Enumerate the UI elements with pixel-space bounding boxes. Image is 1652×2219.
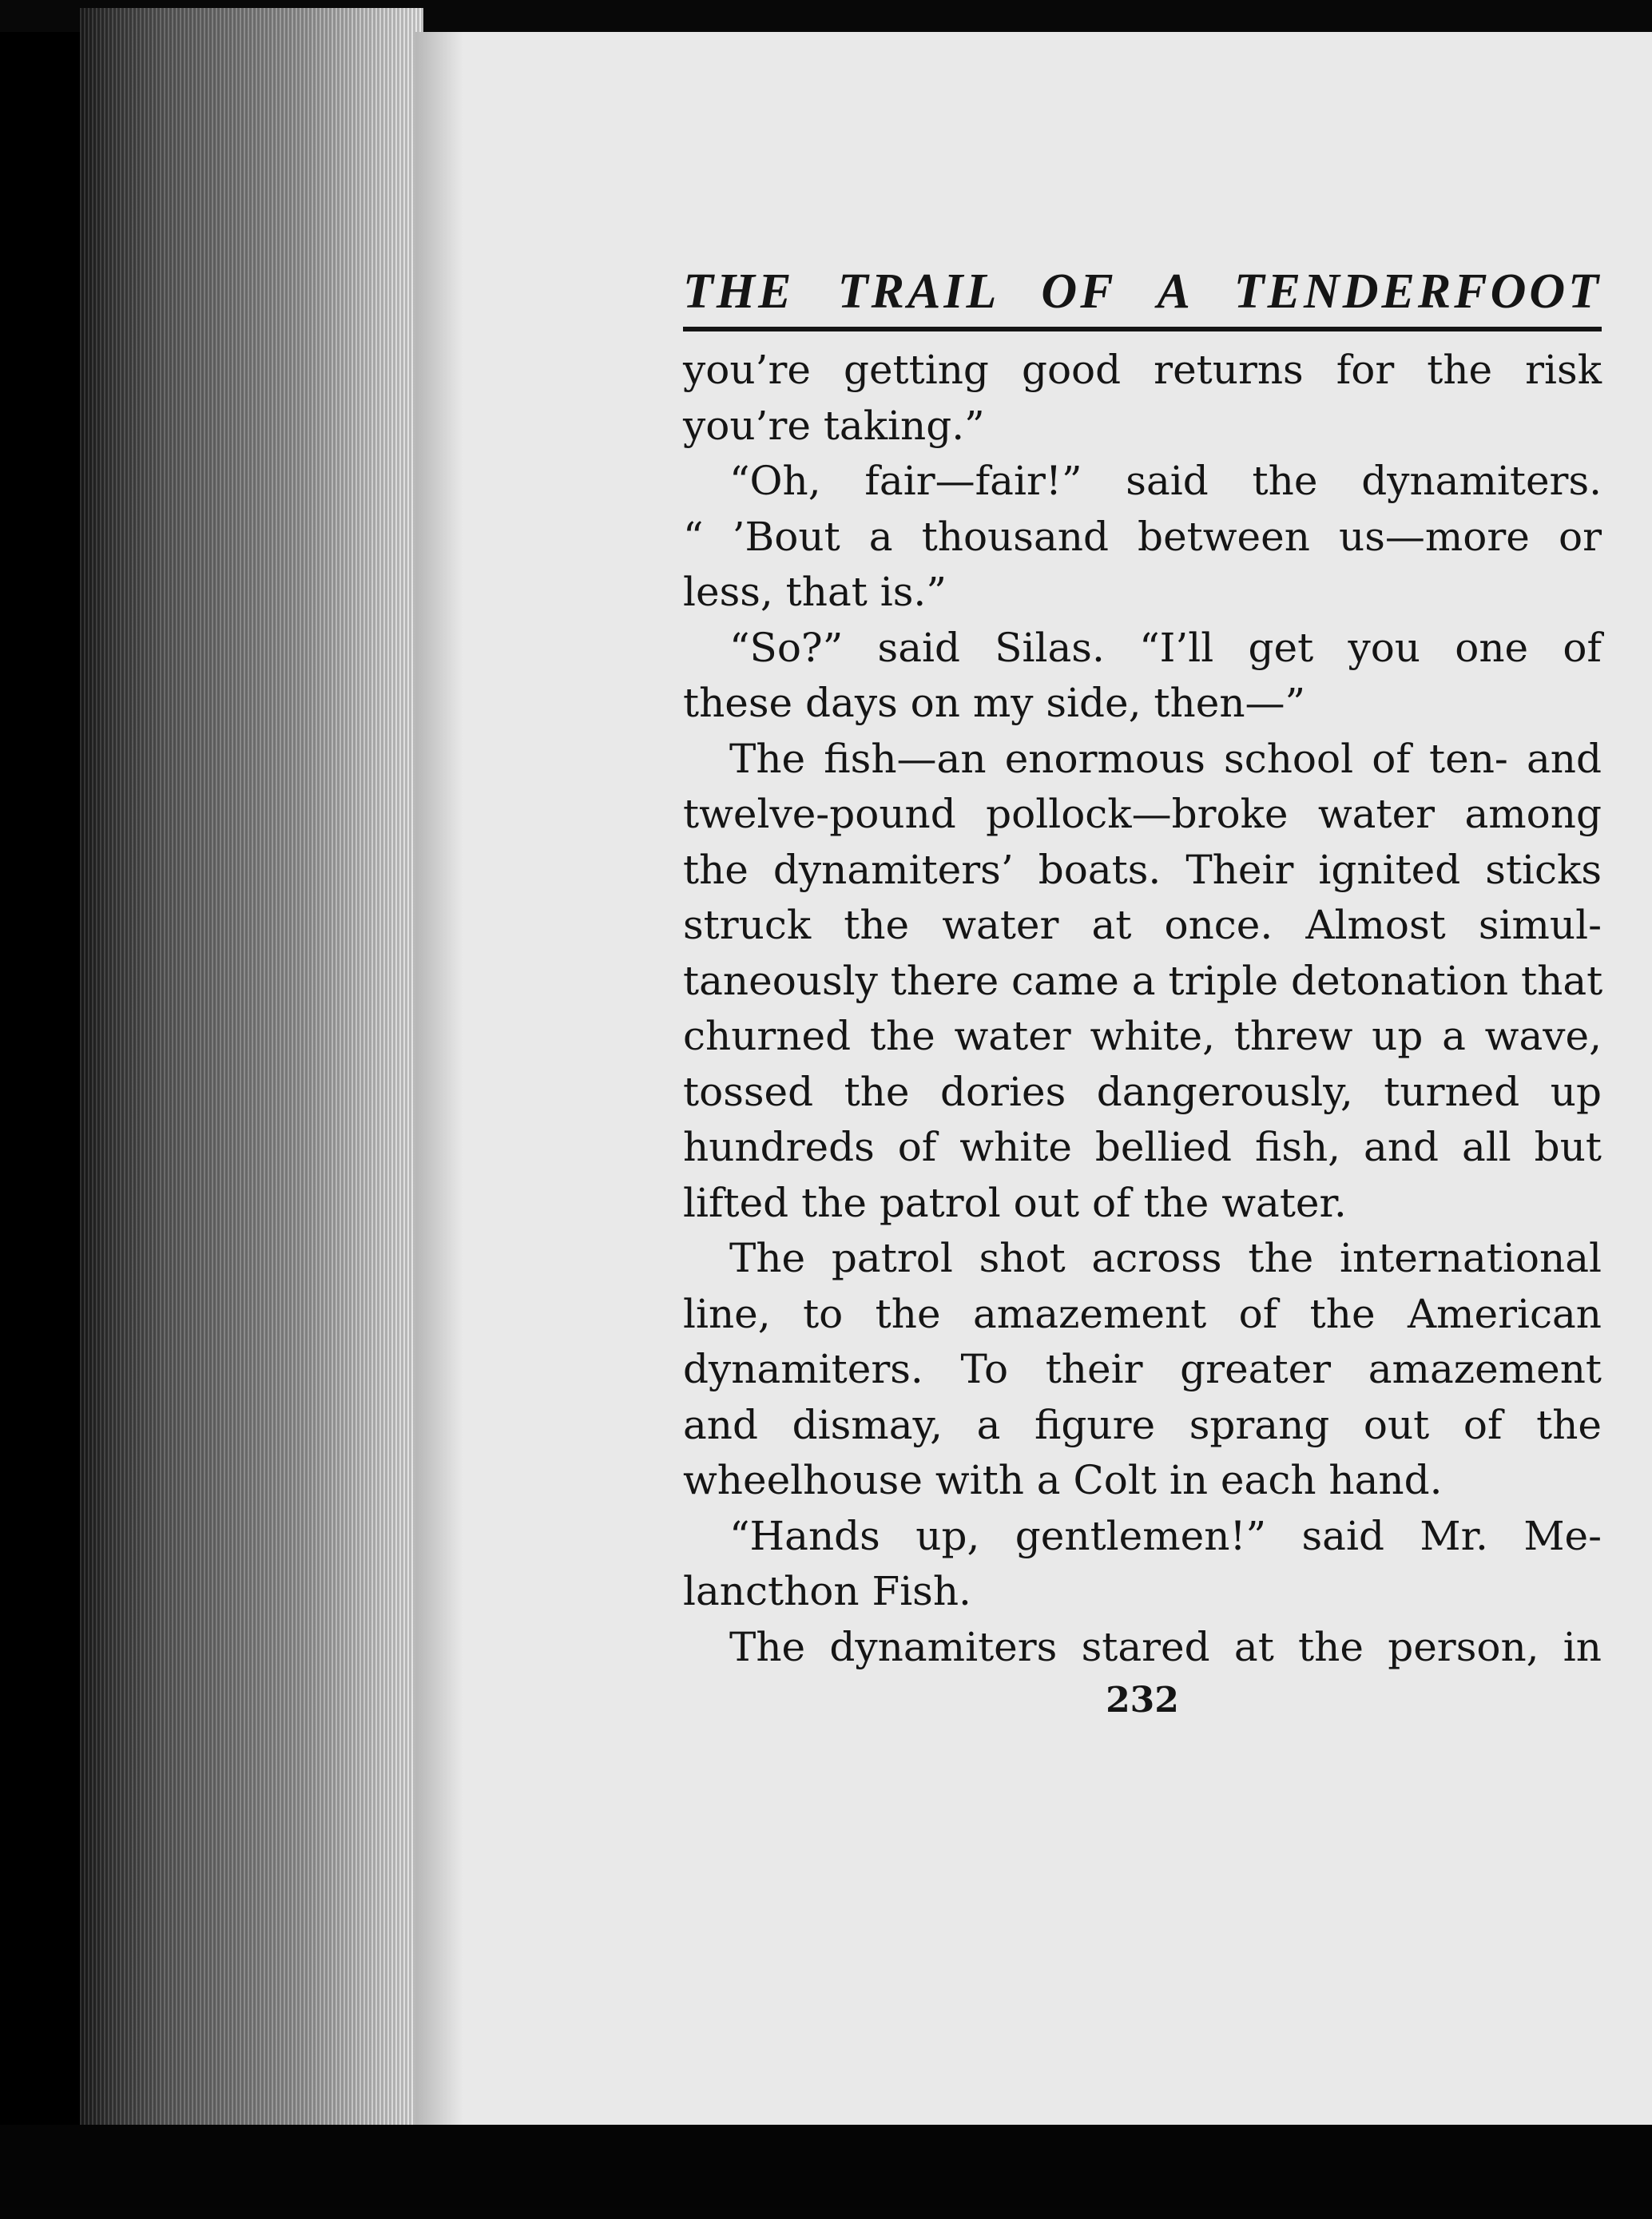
text-line: The fish—an enormous school of ten- and bbox=[729, 735, 1602, 782]
text-line: twelve-pound pollock—broke water among bbox=[683, 791, 1602, 837]
text-line: “ ’Bout a thousand between us—more or bbox=[683, 513, 1602, 560]
text-line: these days on my side, then—” bbox=[683, 680, 1306, 726]
page-number: 232 bbox=[1106, 1680, 1179, 1721]
text-line: The patrol shot across the international bbox=[729, 1235, 1602, 1281]
gutter-shade bbox=[415, 32, 463, 2125]
text-line: lancthon Fish. bbox=[683, 1568, 971, 1614]
running-head: THE TRAIL OF A TENDERFOOT bbox=[683, 264, 1602, 319]
text-line: line, to the amazement of the American bbox=[683, 1290, 1602, 1337]
text-line: wheelhouse with a Colt in each hand. bbox=[683, 1457, 1443, 1503]
scan-bottom-border bbox=[0, 2125, 1652, 2219]
text-line: “Oh, fair—fair!” said the dynamiters. bbox=[729, 458, 1602, 504]
text-line: The dynamiters stared at the person, in bbox=[729, 1623, 1602, 1670]
text-line: less, that is.” bbox=[683, 569, 947, 615]
text-line: the dynamiters’ boats. Their ignited sticks bbox=[683, 846, 1602, 893]
text-line: “So?” said Silas. “I’ll get you one of bbox=[729, 624, 1602, 671]
body-text bbox=[683, 343, 1602, 1675]
running-head-rule bbox=[683, 327, 1602, 331]
text-line: hundreds of white bellied fish, and all but bbox=[683, 1124, 1602, 1170]
text-line: “Hands up, gentlemen!” said Mr. Me- bbox=[729, 1512, 1602, 1559]
text-line: dynamiters. To their greater amazement bbox=[683, 1346, 1602, 1392]
text-line: and dismay, a figure sprang out of the bbox=[683, 1401, 1602, 1448]
page-text-block bbox=[683, 260, 1602, 1725]
text-line: struck the water at once. Almost simul- bbox=[683, 902, 1602, 948]
text-line: taneously there came a triple detonation that bbox=[683, 957, 1603, 1004]
text-line: tossed the dories dangerously, turned up bbox=[683, 1068, 1602, 1115]
book-page-edges bbox=[80, 8, 423, 2133]
text-line: you’re taking.” bbox=[683, 402, 985, 449]
text-line: lifted the patrol out of the water. bbox=[683, 1179, 1347, 1226]
text-line: you’re getting good returns for the risk bbox=[683, 347, 1602, 393]
text-line: churned the water white, threw up a wave, bbox=[683, 1013, 1602, 1059]
